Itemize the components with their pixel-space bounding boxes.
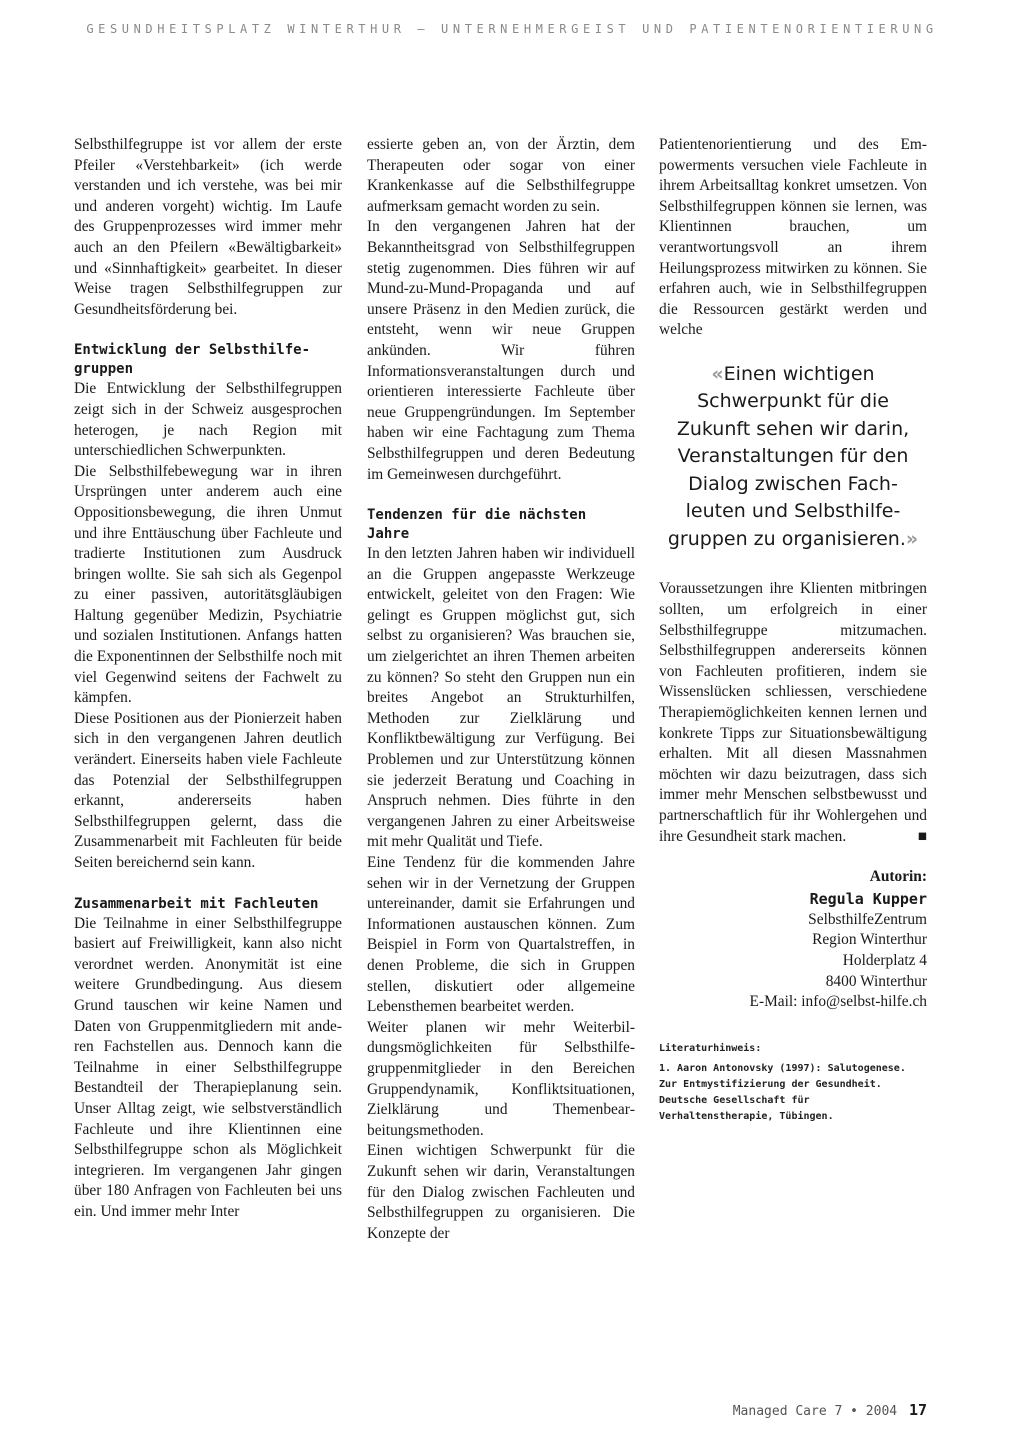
paragraph: Weiter planen wir mehr Weiterbildungsmöglichkeiten für Selbsthilfegruppenmitglieder in den Bereichen Gruppendynamik, Konfliktsituationen, Zielklärung und Themenbearbeitungsmethoden.	[367, 1018, 635, 1139]
pull-quote-line: Schwerpunkt für die	[697, 390, 889, 413]
author-name: Regula Kupper	[809, 889, 927, 908]
reference-item: 1. Aaron Antonovsky (1997): Salutogenese. Zur Entmystifizierung der Gesundheit. Deutsche Gesellschaft für Verhaltenstherapie, Tübingen.	[659, 1062, 906, 1122]
open-quote-mark: «	[711, 362, 724, 385]
author-street: Holderplatz 4	[842, 951, 927, 969]
section-heading: Tendenzen für die nächsten Jahre	[367, 507, 587, 543]
paragraph: In den letzten Jahren haben wir individuell an die Gruppen angepasste Werkzeuge entwickelt, geleitet von den Fragen: Wie gelingt es Gruppen möglichst gut, sich selbst zu organisieren? Was brauchen sie, um zielgerichtet an ihren Themen arbeiten zu können? So steht den Gruppen nun ein breites Angebot an Strukturhilfen, Methoden zur Zielklärung und Konfliktbewältigung zur Verfügung. Bei Problemen und zur Unterstützung können sie jederzeit Beratung und Coaching in Anspruch nehmen. Dies führte in den vergangenen Jahren zu einer Arbeitsweise mit mehr Qualität und Tiefe.	[367, 545, 635, 851]
references	[659, 1041, 927, 1125]
paragraph: Die Entwicklung der Selbsthilfegruppen zeigt sich in der Schweiz ausgesprochen heterogen, je nach Region mit unterschiedlichen Schwerpunkten.	[74, 380, 342, 460]
author-block	[659, 867, 927, 1013]
author-city: 8400 Winterthur	[825, 972, 927, 990]
author-region: Region Winterthur	[812, 931, 927, 949]
page-footer	[733, 1401, 927, 1419]
pull-quote-line: Veranstaltungen für den	[677, 445, 909, 468]
page-number: 17	[908, 1401, 927, 1419]
issue-number: 7	[834, 1404, 843, 1419]
column-2	[367, 135, 635, 1244]
author-email: E-Mail: info@selbst-hilfe.ch	[749, 993, 927, 1011]
pull-quote-line: «Einen wichtigen	[711, 362, 875, 385]
paragraph: Voraussetzungen ihre Klienten mitbringen sollten, um erfolgreich in einer Selbsthilfegruppe mitzumachen. Selbsthilfegruppen andererseits können von Fachleuten profitieren, indem sie Wissenslücken schliessen, verschiedene Therapiemöglichkeiten kennen lernen und konkrete Tipps zur Situationsbewältigung erhalten. Mit all diesen Massnahmen möchten wir dazu beizutragen, dass sich immer mehr Menschen selbstbewusst und partnerschaftlich für ihr Wohlergehen und ihre Gesundheit stark machen. ■	[659, 579, 927, 847]
paragraph: Einen wichtigen Schwerpunkt für die Zukunft sehen wir darin, Veranstaltungen für den Dialog zwischen Fachleuten und Selbsthilfegruppen zu organisieren. Die Konzepte der	[367, 1142, 635, 1242]
pull-quote-line: Zukunft sehen wir darin,	[676, 417, 910, 440]
column-3	[659, 135, 927, 1125]
author-org: SelbsthilfeZentrum	[808, 910, 927, 928]
pull-quote-line: gruppen zu organisieren.»	[667, 527, 919, 550]
column-1	[74, 135, 342, 1223]
separator-dot: •	[850, 1404, 858, 1419]
paragraph: Eine Tendenz für die kommenden Jahre sehen wir in der Vernetzung der Gruppen untereinander, damit sie Erfahrungen und Informationen austauschen können. Zum Beispiel in Form von Quartalstreffen, in denen Probleme, die sich in Gruppen stellen, diskutiert oder allgemeine Lebensthemen bearbeitet werden.	[367, 854, 635, 1016]
references-heading: Literaturhinweis:	[659, 1042, 762, 1054]
pull-quote-line: Dialog zwischen Fach-	[688, 472, 898, 495]
pull-quote-line: leuten und Selbsthilfe-	[685, 500, 901, 523]
running-head: GESUNDHEITSPLATZ WINTERTHUR – UNTERNEHMERGEIST UND PATIENTENORIENTIERUNG	[86, 22, 938, 36]
paragraph: Die Teilnahme in einer Selbsthilfegruppe basiert auf Freiwilligkeit, kann also nicht verordnet werden. Anonymität ist eine weitere Grundbedingung. Aus diesem Grund tauschen wir keine Namen und Daten von Gruppenmitgliedern mit anderen Fachstellen aus. Dennoch kann die Teilnahme in einer Selbsthilfegruppe Bestandteil der Therapieplanung sein. Unser Alltag zeigt, wie selbstverständlich Fachleute und ihre Klientinnen eine Selbsthilfegruppe schon als Möglichkeit integrieren. Im vergangenen Jahr gingen über 180 Anfragen von Fachleuten bei uns ein. Und immer mehr Inter	[74, 914, 342, 1220]
section-heading: Zusammenarbeit mit Fachleuten	[74, 895, 319, 912]
author-label: Autorin:	[869, 868, 927, 886]
close-quote-mark: »	[905, 527, 919, 550]
year: 2004	[865, 1404, 898, 1419]
paragraph: Die Selbsthilfebewegung war in ihren Ursprüngen unter anderem auch eine Oppositionsbewegung, die ihren Unmut und ihre Enttäuschung über Fachleute und tradierte Institutionen zum Ausdruck bringen wollte. Sie sah sich als Gegenpol zu einer passiven, autoritätsgläubigen Haltung gegenüber Medizin, Psychiatrie und sozialen Institutionen. Anfangs hatten die Exponentinnen der Selbsthilfe noch mit viel Gegenwind seitens der Fachwelt zu kämpfen.	[74, 462, 342, 707]
pull-quote	[659, 361, 927, 554]
paragraph: essierte geben an, von der Ärztin, dem Therapeuten oder sogar von einer Krankenkasse auf die Selbsthilfegruppe aufmerksam gemacht worden zu sein.	[367, 136, 635, 215]
journal-name: Managed Care	[732, 1404, 827, 1419]
paragraph: Diese Positionen aus der Pionierzeit haben sich in den vergangenen Jahren deutlich verändert. Einerseits haben viele Fachleute das Potenzial der Selbsthilfegruppen erkannt, andererseits haben Selbsthilfegruppen gelernt, dass die Zusammenarbeit mit Fachleuten für beide Seiten bereichernd sein kann.	[74, 709, 342, 871]
paragraph: Selbsthilfegruppe ist vor allem der erste Pfeiler «Verstehbarkeit» (ich werde verstanden und ich verstehe, was bei mir und anderen vorgeht) wichtig. Im Laufe des Gruppenprozesses wird immer mehr auch an den Pfeilern «Bewältigbarkeit» und «Sinnhaftigkeit» gearbeitet. In dieser Weise tragen Selbsthilfegruppen zur Gesundheitsförderung bei.	[74, 136, 342, 318]
paragraph: Patientenorientierung und des Empowerments versuchen viele Fachleute in ihrem Arbeitsalltag konkret umsetzen. Von Selbsthilfegruppen können sie lernen, was Klientinnen brauchen, um verantwortungsvoll an ihrem Heilungsprozess mitwirken zu können. Sie erfahren auch, wie in Selbsthilfegruppen die Ressourcen gestärkt werden und welche	[659, 136, 927, 339]
section-heading: Entwicklung der Selbsthilfegruppen	[74, 342, 311, 378]
paragraph: In den vergangenen Jahren hat der Bekanntheitsgrad von Selbsthilfegruppen stetig zugenommen. Dies führen wir auf Mund-zu-Mund-Propaganda und auf unsere Präsenz in den Medien zurück, die entsteht, wenn wir neue Gruppen ankünden. Wir führen Informationsveranstaltungen durch und orientieren interessierte Fachleute über neue Gruppengründungen. Im September haben wir eine Fachtagung zum Thema Selbsthilfegruppen und deren Bedeutung im Gemeinwesen durchgeführt.	[367, 218, 635, 483]
end-of-article-icon: ■	[917, 827, 927, 845]
